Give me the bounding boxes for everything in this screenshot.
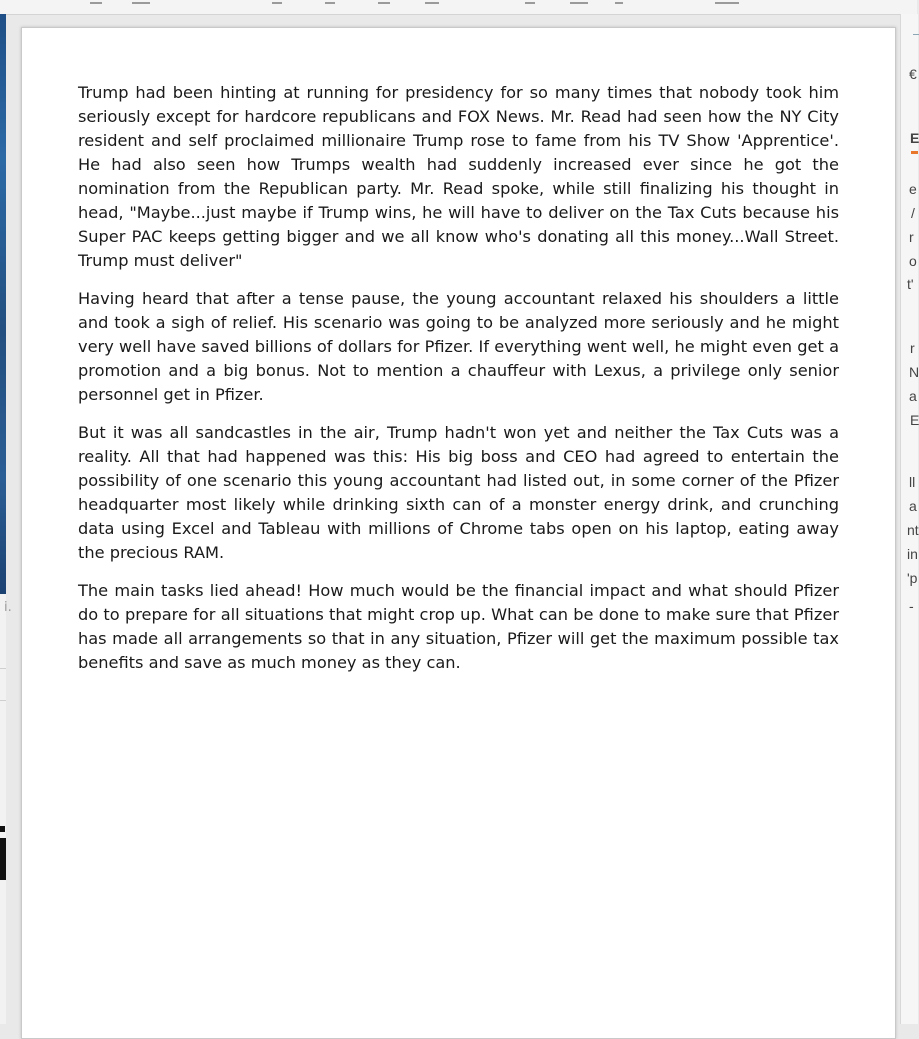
background-glyph — [0, 826, 5, 832]
background-cut-text: r — [910, 340, 915, 356]
paragraph[interactable]: But it was all sandcastles in the air, Trump hadn't won yet and neither the Tax Cuts was a reality. All that had happened was this: His big boss and CEO had agreed to entertain the possibility of one scenario this young accountant had listed out, in some corner of the Pfizer headquarter most likely while drinking sixth can of a monster energy drink, and crunching data using Excel and Tableau with millions of Chrome tabs open on his laptop, eating away the precious RAM. — [78, 423, 839, 562]
background-cut-text: i. — [4, 600, 12, 615]
toolbar-icon[interactable] — [425, 0, 439, 4]
background-cut-text: - — [909, 598, 914, 614]
toolbar-icon[interactable] — [132, 0, 150, 4]
background-cut-text: nt — [907, 522, 919, 538]
toolbar-icon[interactable] — [715, 0, 739, 4]
toolbar-icon[interactable] — [525, 0, 535, 4]
document-body[interactable] — [78, 81, 839, 689]
background-cut-text: ll — [909, 474, 916, 490]
background-window-right — [900, 14, 918, 1024]
toolbar-icon[interactable] — [90, 0, 102, 4]
paragraph[interactable]: The main tasks lied ahead! How much would be the financial impact and what should Pfizer do to prepare for all situations that might crop up. What can be done to make sure that Pfizer has made all arrangements so that in any situation, Pfizer will get the maximum possible tax benefits and save as much money as they can. — [78, 581, 839, 672]
divider — [0, 700, 6, 701]
background-glyph — [0, 838, 6, 880]
background-cut-text: r — [909, 229, 914, 245]
divider — [0, 668, 6, 669]
background-window-left — [0, 14, 6, 594]
toolbar-icon[interactable] — [570, 0, 588, 4]
background-cut-text: / — [911, 205, 915, 221]
toolbar-icon[interactable] — [325, 0, 335, 4]
accent-bar — [911, 151, 918, 154]
toolbar-icon[interactable] — [272, 0, 282, 4]
editor-toolbar — [0, 0, 917, 15]
background-window-left-lower — [0, 594, 6, 1024]
background-cut-text: o — [909, 253, 917, 269]
divider — [913, 34, 919, 35]
background-cut-text: E — [910, 412, 919, 428]
background-cut-text: N — [909, 364, 919, 380]
toolbar-icon[interactable] — [378, 0, 390, 4]
background-cut-text: a — [909, 498, 917, 514]
document-page[interactable] — [21, 27, 896, 1039]
background-cut-text: 'p — [907, 570, 918, 586]
paragraph[interactable]: Trump had been hinting at running for presidency for so many times that nobody took him seriously except for hardcore republicans and FOX News. Mr. Read had seen how the NY City resident and self proclaimed millionaire Trump rose to fame from his TV Show 'Apprentice'. He had also seen how Trumps wealth had suddenly increased ever since he got the nomination from the Republican party. Mr. Read spoke, while still finalizing his thought in head, "Maybe...just maybe if Trump wins, he will have to deliver on the Tax Cuts because his Super PAC keeps getting bigger and we all know who's donating all this money...Wall Street. Trump must deliver" — [78, 83, 839, 270]
paragraph[interactable]: Having heard that after a tense pause, the young accountant relaxed his shoulders a little and took a sigh of relief. His scenario was going to be analyzed more seriously and he might very well have saved billions of dollars for Pfizer. If everything went well, he might even get a promotion and a big bonus. Not to mention a chauffeur with Lexus, a privilege only senior personnel get in Pfizer. — [78, 289, 839, 404]
background-cut-text: E — [910, 130, 919, 146]
toolbar-icon[interactable] — [615, 0, 623, 4]
background-cut-text: in — [907, 546, 918, 562]
background-cut-text: e — [909, 181, 917, 197]
background-cut-text: t' — [907, 276, 914, 292]
background-cut-text: € — [909, 66, 917, 82]
background-cut-text: a — [909, 388, 917, 404]
